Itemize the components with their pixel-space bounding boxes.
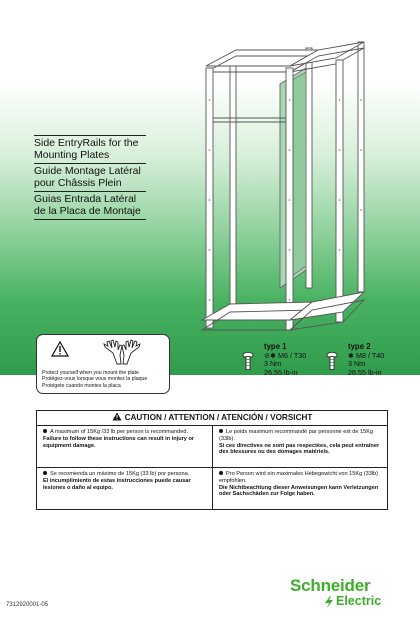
document-number: 7312920001-05	[6, 602, 49, 608]
title-rule	[34, 135, 146, 136]
caution-heading-text: CAUTION / ATTENTION / ATENCIÓN / VORSICHT	[124, 413, 313, 422]
electric-bolt-icon	[324, 596, 334, 608]
notice-line-en: Protect yourself when you mount the plate	[42, 370, 139, 376]
title-en	[34, 137, 146, 161]
schneider-electric-logo	[290, 576, 400, 610]
torque-lb: 26.55 lb-in	[348, 367, 382, 377]
caution-bold-text: El incumplimiento de estas instrucciones puede causar lesiones o daño al equipo.	[43, 477, 191, 491]
screw-type-2	[322, 343, 398, 377]
bullet-icon	[43, 429, 47, 433]
caution-cell-de	[213, 468, 388, 498]
screw-spec-text: M8 / T40	[356, 350, 385, 360]
torx-icon: ⊘✱	[264, 350, 277, 360]
torx-icon: ✱	[348, 350, 355, 360]
title-rule	[34, 163, 146, 164]
cabinet-frame-illustration	[196, 40, 376, 340]
title-rule	[34, 191, 146, 192]
caution-text: Pro Person wird ein maximales Hebegewicht von 15Kg (33lb) empfohlen.	[219, 471, 379, 484]
title-line: Mounting Plates	[34, 149, 110, 161]
caution-divider	[37, 467, 387, 468]
caution-box	[36, 410, 388, 510]
torque-nm: 3 Nm	[348, 359, 366, 369]
bullet-icon	[43, 471, 47, 475]
screw-type-1	[238, 343, 314, 377]
gloves-icon	[99, 339, 145, 365]
logo-name: Schneider	[290, 576, 371, 595]
notice-line-fr: Protégez-vous lorsque vous montez la plaque	[42, 376, 148, 383]
caution-text: Le poids maximum recommandé par personne est de 15Kg (33lb).	[219, 429, 374, 442]
title-es	[34, 193, 146, 217]
warning-triangle-icon	[51, 341, 69, 357]
caution-grid	[37, 426, 387, 510]
title-line: de la Placa de Montaje	[34, 205, 141, 217]
caution-cell-es	[37, 468, 212, 491]
title-rule	[34, 219, 146, 220]
title-line: Guias Entrada Latéral	[34, 193, 137, 205]
caution-bold-text: Failure to follow these instructions can result in injury or equipment damage.	[43, 435, 195, 449]
notice-text	[42, 370, 170, 389]
screw-type-title: type 1	[264, 342, 287, 351]
notice-line-es: Protégete cuando montes la placa	[42, 382, 121, 389]
caution-cell-en	[37, 426, 212, 449]
screw-spec-text: M6 / T30	[278, 350, 307, 360]
torque-nm: 3 Nm	[264, 359, 282, 369]
screw-type-title: type 2	[348, 342, 371, 351]
title-fr	[34, 165, 146, 189]
caution-text: Se recomienda un máximo de 15Kg (33 lb) por persona.	[50, 471, 190, 477]
screw-icon	[242, 351, 254, 371]
screw-icon	[326, 351, 338, 371]
title-line: pour Châssis Plein	[34, 177, 122, 189]
caution-heading	[37, 411, 387, 426]
caution-cell-fr	[213, 426, 388, 456]
bullet-icon	[219, 429, 223, 433]
caution-divider	[212, 426, 213, 510]
caution-bold-text: Die Nichtbeachtung dieser Anweisungen kann Verletzungen oder Sachschäden zur Folge haben.	[219, 484, 379, 498]
torque-lb: 26.55 lb-in	[264, 367, 298, 377]
caution-text: A maximum of 15Kg /33 lb per person is recommanded.	[50, 429, 189, 435]
screw-specs	[238, 343, 398, 393]
title-line: Guide Montage Latéral	[34, 165, 141, 177]
caution-bold-text: Si ces directives ne sont pas respectées, cela peut entraîner des blessures ou des domages matériels.	[219, 442, 380, 456]
logo-sub: Electric	[336, 594, 382, 608]
title-line: Side EntryRails for the	[34, 137, 139, 149]
protection-notice-box	[36, 334, 170, 394]
warning-triangle-icon	[112, 412, 122, 421]
bullet-icon	[219, 471, 223, 475]
